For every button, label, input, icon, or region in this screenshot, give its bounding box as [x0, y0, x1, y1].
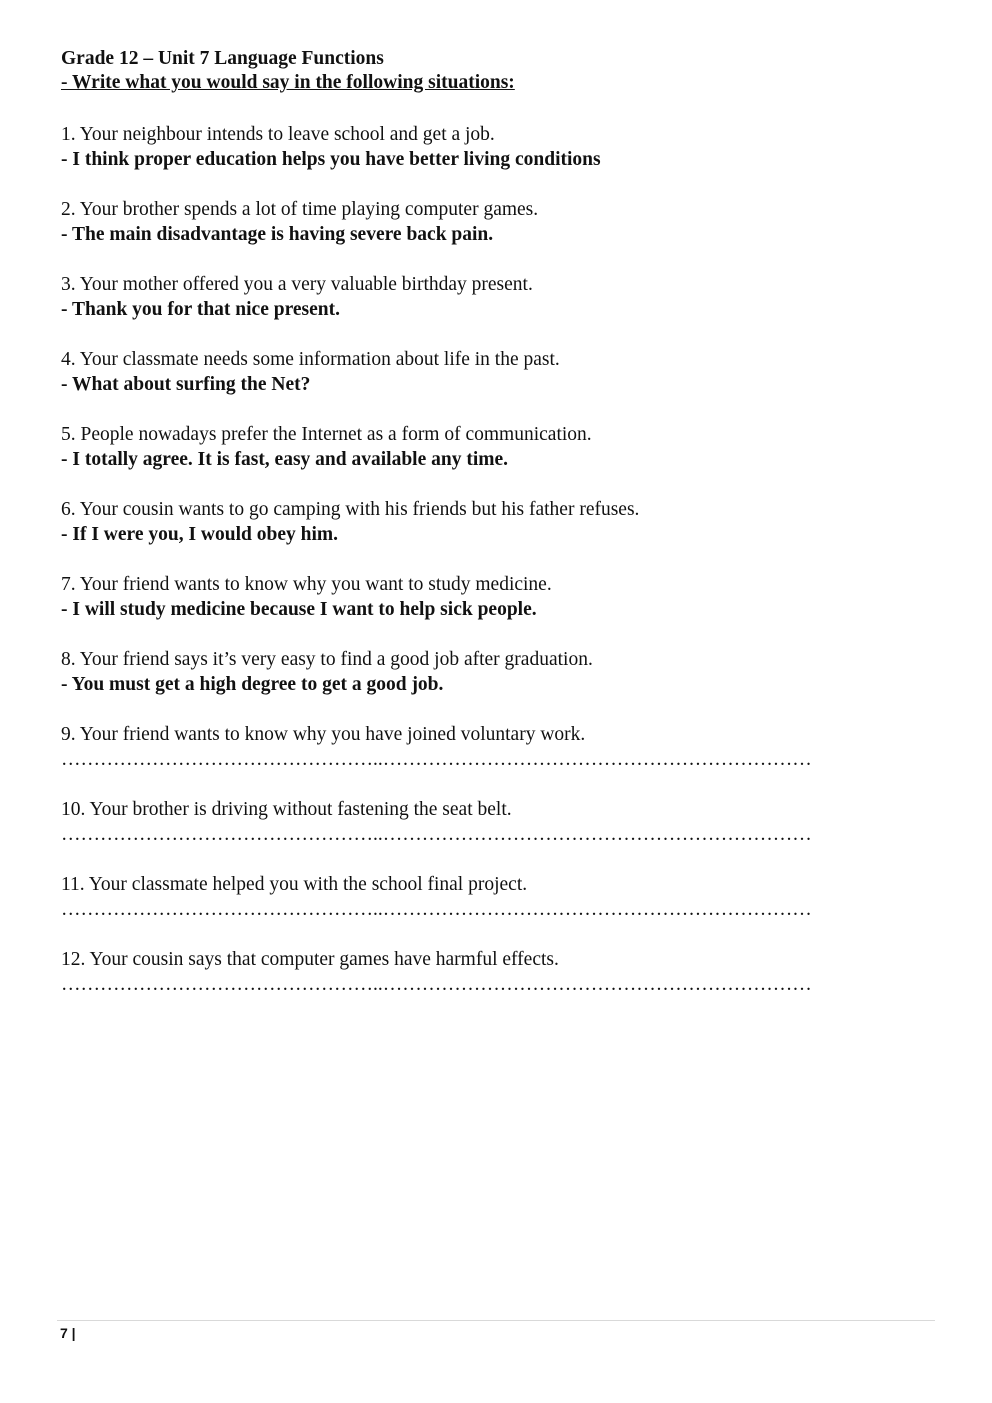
worksheet-page	[61, 47, 921, 1022]
answer-blank-line[interactable]: …………………………………………..…………………………………………………………	[61, 974, 812, 995]
situation-question: 2. Your brother spends a lot of time playing computer games.	[61, 199, 539, 220]
footer-divider	[57, 1320, 935, 1321]
situation-question: 10. Your brother is driving without fastening the seat belt.	[61, 799, 512, 820]
situation-question: 11. Your classmate helped you with the school final project.	[61, 874, 528, 895]
answer-blank-line[interactable]: …………………………………………..…………………………………………………………	[61, 749, 812, 770]
situation-question: 7. Your friend wants to know why you want to study medicine.	[61, 574, 552, 595]
situation-question: 5. People nowadays prefer the Internet as a form of communication.	[61, 424, 592, 445]
worksheet-title: Grade 12 – Unit 7 Language Functions	[61, 48, 384, 69]
situation-question: 6. Your cousin wants to go camping with his friends but his father refuses.	[61, 499, 640, 520]
situation-item	[61, 422, 921, 472]
situation-question: 8. Your friend says it’s very easy to find a good job after graduation.	[61, 649, 593, 670]
situation-item	[61, 572, 921, 622]
situations-list	[61, 122, 921, 997]
situation-answer: - What about surfing the Net?	[61, 374, 311, 395]
situation-question: 4. Your classmate needs some information about life in the past.	[61, 349, 560, 370]
situation-answer: - I totally agree. It is fast, easy and available any time.	[61, 449, 509, 470]
answer-blank-line[interactable]: …………………………………………..…………………………………………………………	[61, 899, 812, 920]
situation-item	[61, 122, 921, 172]
situation-question: 12. Your cousin says that computer games have harmful effects.	[61, 949, 559, 970]
situation-answer: - The main disadvantage is having severe back pain.	[61, 224, 494, 245]
situation-question: 9. Your friend wants to know why you have joined voluntary work.	[61, 724, 586, 745]
situation-answer: - I think proper education helps you have better living conditions	[61, 149, 601, 170]
worksheet-instruction: - Write what you would say in the following situations:	[61, 72, 515, 93]
situation-item	[61, 272, 921, 322]
situation-item	[61, 947, 921, 997]
situation-item	[61, 722, 921, 772]
situation-item	[61, 872, 921, 922]
situation-item	[61, 647, 921, 697]
situation-answer: - You must get a high degree to get a good job.	[61, 674, 444, 695]
answer-blank-line[interactable]: …………………………………………..…………………………………………………………	[61, 824, 812, 845]
situation-question: 1. Your neighbour intends to leave school and get a job.	[61, 124, 495, 145]
situation-answer: - If I were you, I would obey him.	[61, 524, 338, 545]
situation-item	[61, 197, 921, 247]
situation-item	[61, 797, 921, 847]
situation-question: 3. Your mother offered you a very valuable birthday present.	[61, 274, 533, 295]
situation-answer: - Thank you for that nice present.	[61, 299, 340, 320]
situation-item	[61, 497, 921, 547]
page-number: 7 |	[60, 1325, 76, 1341]
situation-answer: - I will study medicine because I want to help sick people.	[61, 599, 537, 620]
situation-item	[61, 347, 921, 397]
